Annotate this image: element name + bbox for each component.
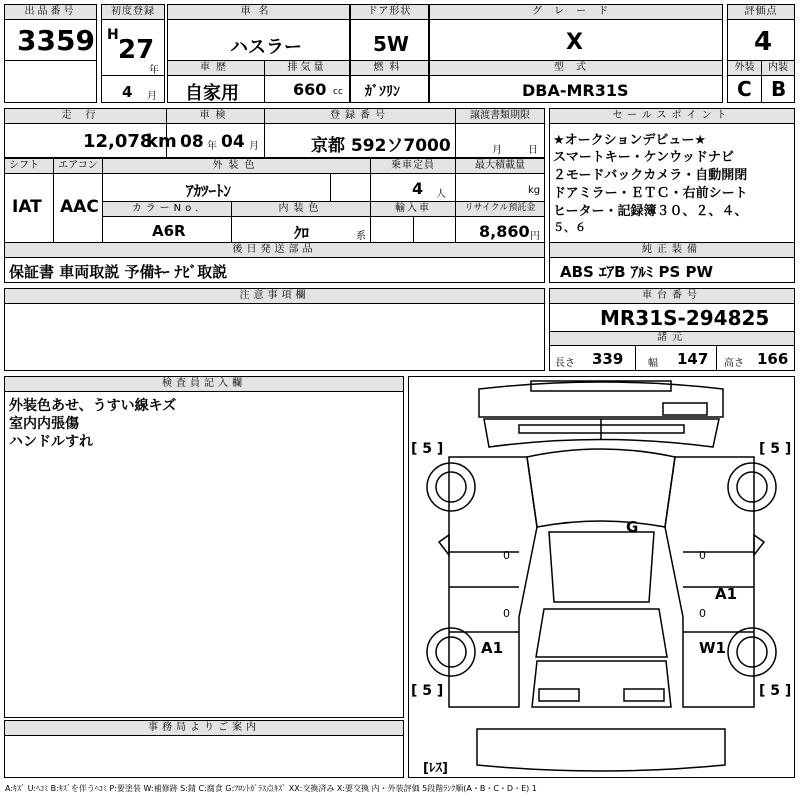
sales-point-cell [549,108,795,243]
history-header: 車歴 [168,61,264,76]
inspector-line-2: 室内内張傷 [9,416,79,432]
div-import-inner [413,217,414,243]
spec-header: 諸元 [550,332,794,346]
inspection-year-unit: 年 [207,141,217,152]
sales-line-5: ヒーター・記録簿３０、２、４、 [553,204,748,219]
fuel-header: 燃料 [351,61,428,76]
tire-mark-rear-right: [ 5 ] [759,683,792,699]
spec-div-1 [635,346,636,371]
later-parts-header: 後日発送部品 [5,243,544,258]
grade-value: X [566,30,583,55]
mileage-cell [4,108,177,158]
inspector-cell [4,376,404,718]
lot-number-blank [4,60,97,103]
office-cell [4,720,404,778]
first-reg-header: 初度登録 [102,5,164,20]
int-color-value: ｸﾛ [294,224,310,242]
transfer-header: 譲渡書類期限 [456,109,544,124]
first-reg-divider [102,75,164,76]
history-cell [167,60,265,103]
mileage-value: 12,078 [83,131,153,152]
grade-header: グレード [430,5,722,20]
inspector-line-3: ハンドルすれ [9,434,93,450]
first-reg-year-unit: 年 [149,65,159,76]
ac-header: エアコン [54,159,102,174]
sales-point-header: セールスポイント [550,109,794,124]
shift-value: IAT [12,197,42,217]
capacity-header: 乗車定員 [371,159,455,174]
equipment-header: 純正装備 [550,243,794,258]
interior-cell [761,60,795,103]
capacity-unit: 人 [436,189,446,200]
color-no-value: A6R [152,222,186,240]
interior-header: 内装 [762,61,794,76]
inspection-month: 04 [221,132,245,152]
plate-value: 京都 592ソ7000 [311,136,451,156]
grade-cell [429,4,723,61]
load-header: 最大積載量 [456,159,544,174]
plate-header: 登録番号 [265,109,455,124]
color-no-header: カラーNo. [103,202,231,217]
door-type: 5W [373,32,409,56]
div-color-inner [330,174,331,201]
score-header: 評価点 [728,5,794,20]
inspector-header: 検査員記入欄 [5,377,403,392]
inspector-line-1: 外装色あせ、うすい線キズ [9,398,177,414]
color-value: ｱｶﾂｰﾄﾝ [186,182,232,200]
office-header: 事務局よりご案内 [5,721,403,736]
zero-mark-1: 0 [503,549,510,562]
door-cell [350,4,429,61]
inspection-cell [166,108,265,158]
history-value: 自家用 [185,83,239,104]
inspection-header: 車検 [167,109,264,124]
model-cell [167,4,350,61]
displacement-value: 660 [293,80,327,99]
length-label: 長さ [555,358,575,369]
model-name: ハスラー [230,37,302,58]
inspection-month-unit: 月 [249,141,259,152]
plate-cell [264,108,456,158]
tire-mark-front-right: [ 5 ] [759,441,792,457]
legend-text: A:ｷｽﾞ U:ﾍｺﾐ B:ｷｽﾞを伴うﾍｺﾐ P:要塗装 W:補修跡 S:錆 C:腐食 G:ﾌﾛﾝﾄｶﾞﾗｽ点ｷｽﾞ XX:交換済み X:要交換 内・外装評価 5段階ﾗﾝｸ順(A・B・C・D・E) 1 [5,784,537,793]
spare-tire-less: [ﾚｽ] [423,761,448,776]
fuel-cell [350,60,429,103]
transfer-month-unit: 月 [492,145,502,156]
chassis-cell [549,288,795,371]
transfer-cell [455,108,545,158]
sales-line-1: ★オークションデビュー★ [553,133,707,148]
recycle-unit: 円 [530,231,540,242]
damage-diagram [408,376,795,778]
damage-mark-left-rear: A1 [481,639,504,657]
damage-mark-windshield: G [626,518,639,536]
height-label: 高さ [724,358,744,369]
caution-header: 注意事項欄 [5,289,544,304]
int-color-unit: 系 [356,231,366,242]
later-parts-cell [4,242,545,283]
model-header: 車名 [168,5,349,20]
width-value: 147 [677,350,709,368]
zero-mark-3: 0 [503,607,510,620]
capacity-value: 4 [412,179,424,198]
score-value: 4 [754,27,773,57]
first-reg-year: 27 [118,35,155,65]
shift-header: シフト [5,159,53,174]
sales-line-3: ２モードバックカメラ・自動開閉 [553,168,748,183]
later-parts-value: 保証書 車両取説 予備ｷｰ ﾅﾋﾞ取説 [9,263,228,281]
mileage-unit: km [146,131,177,152]
tire-mark-rear-left: [ 5 ] [411,683,444,699]
ac-value: AAC [60,197,99,217]
sales-line-6: ５、６ [553,221,586,234]
car-outline [409,377,794,777]
mileage-header: 走行 [5,109,166,124]
int-color-header: 内装色 [232,202,370,217]
lot-number-cell [4,4,97,61]
recycle-value: 8,860 [479,222,530,241]
first-reg-month: 4 [122,83,133,101]
type-cell [429,60,723,103]
import-header: 輸入車 [371,202,455,217]
equipment-cell [549,242,795,283]
score-cell [727,4,795,61]
lot-number-header: 出品番号 [5,5,96,20]
load-unit: kg [528,185,541,196]
caution-cell [4,288,545,371]
spec-div-2 [716,346,717,371]
zero-mark-2: 0 [699,549,706,562]
type-value: DBA-MR31S [522,81,629,100]
type-header: 型式 [430,61,722,76]
first-reg-month-unit: 月 [147,91,157,102]
displacement-header: 排気量 [265,61,349,76]
first-reg-cell [101,4,165,103]
displacement-unit: cc [333,87,343,97]
tire-mark-front-left: [ 5 ] [411,441,444,457]
recycle-header: リサイクル預託金 [456,202,544,217]
damage-mark-right-rear-fender: A1 [715,585,738,603]
chassis-header: 車台番号 [550,289,794,304]
zero-mark-4: 0 [699,607,706,620]
sales-line-2: スマートキー・ケンウッドナビ [553,150,734,165]
transfer-day-unit: 日 [528,145,538,156]
height-value: 166 [757,350,789,368]
exterior-cell [727,60,762,103]
length-value: 339 [592,350,624,368]
exterior-header: 外装 [728,61,761,76]
door-header: ドア形状 [351,5,428,20]
color-header: 外装色 [103,159,370,174]
equipment-value: ABS ｴｱB ｱﾙﾐ PS PW [560,263,714,281]
inspection-year: 08 [180,132,204,152]
fuel-value: ｶﾞｿﾘﾝ [365,84,400,100]
lot-number: 3359 [17,24,95,57]
chassis-value: MR31S-294825 [600,306,770,330]
sales-line-4: ドアミラー・ＥＴＣ・右前シート [553,186,748,201]
displacement-cell [264,60,350,103]
interior-score: B [771,77,787,101]
first-reg-era: H [107,27,119,43]
exterior-score: C [737,77,752,101]
width-label: 幅 [648,358,658,369]
damage-mark-right-rear: W1 [699,639,726,657]
